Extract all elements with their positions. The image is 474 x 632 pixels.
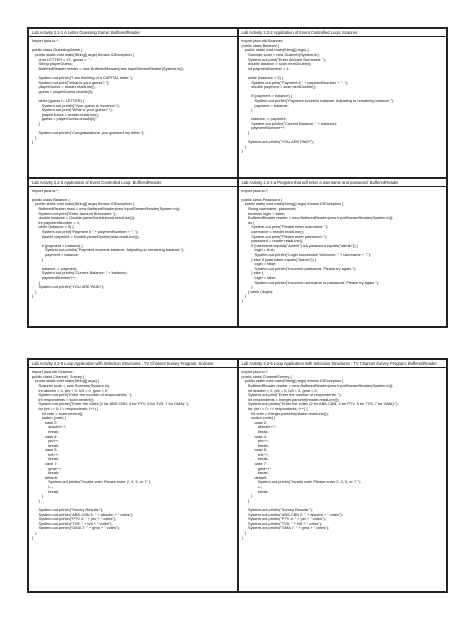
- code-listing: import java.io.*; public class Balance { public static void main(String[] args) throws IOException { BufferedReader read = new BufferedReader(new InputStreamReader(System.in)); System.out.print("Enter Amount Borrowed: "); double balance = Double.parseDouble(read.readLine()); int paymentNumber = 1; while (balance > 0) { System.out.print("Payment # " + paymentNumber + ": "); double payment = Double.parseDouble(read.readLine()); if (payment > balance) { System.out.println("Payment exceeds balance. Adjusting to remaining balance."); payment = balance; } balance -= payment; System.out.println("Current Balance: " + balance); paymentNumber++; } System.out.println("YOU ARE PAID!"); } }: [32, 187, 185, 299]
- lab-cell-guessing-game: [28, 28, 238, 178]
- lab-cell-title: Lab Activity 2.2-5 Loop Application with Selection Structures : TV Channel Survey Program; Scanner: [29, 360, 237, 368]
- lab-cell-title: Lab Activity 2.2-1 A Letter Guessing Game: BufferedReader: [29, 29, 237, 37]
- code-listing: import java.io.*; public class Password { public static void main(String[] args) throws IOException { String username, password; boolean login = false; BufferedReader reader = new BufferedReader(new InputStreamReader(System.in)); do { System.out.print("Please enter username: "); username = reader.readLine(); System.out.print("Please enter password: "); password = reader.readLine(); if (username.equals("Admin") && password.equals("admin")) { login = true; System.out.println("Login successful! Welcome, " + username + "."); } else if (username.equals("Admin")) { login = false; System.out.println("Incorrect password. Please try again."); } else { login = false; System.out.println("Incorrect username or password. Please try again."); } } while (!login); } }: [241, 187, 394, 303]
- code-listing: import java.io.*; public class ChannelSurvey { public static void main(String[] args) throws IOException { BufferedReader reader = new BufferedReader(new InputStreamReader(System.in)); int abscbn = 0, ptv = 0, tv5 = 0, gma = 0; System.out.print("Enter the number of respondents: "); int respondents = Integer.parseInt(reader.readLine()); System.out.println("Enter the votes (2 for ABS-CBN, 4 for PTV, 5 for TV5, 7 for GMA):"); for (int i = 0; i < respondents; i++) { int vote = Integer.parseInt(reader.readLine()); switch (vote) { case 2: abscbn++; break; case 4: ptv++; break; case 5: tv5++; break; case 7: gma++; break; default: System.out.println("Invalid vote! Please enter 2, 4, 5, or 7."); i--; break; } } System.out.println("Survey Results:"); System.out.println("ABS-CBN 2: " + abscbn + " votes"); System.out.println("PTV 4: " + ptv + " votes"); System.out.println("TV5: " + tv5 + " votes"); System.out.println("GMA 7: " + gma + " votes"); } }: [241, 369, 399, 540]
- lab-cell-channel-survey-bufferedreader: [238, 359, 448, 592]
- lab-cell-balance-scanner: [238, 28, 448, 178]
- lab-cell-password: [238, 178, 448, 328]
- lab-cell-channel-survey-scanner: [28, 359, 238, 592]
- lab-cell-title: Lab Activity 2.2-6 Loop Application with Selection Structures : TV Channel Survey Program; BufferedReader: [239, 360, 447, 368]
- lab-cell-title: Lab Activity 2.2-4 a Program that will enter a username and password: BufferedReader: [239, 179, 447, 187]
- code-listing: import java.io.*; public class GuessingGame { public static void main(String[] args) throws IOException { char LETTER = 'H', guess = ' '; String playerGuess; BufferedReader reader = new BufferedReader(new InputStreamReader(System.in)); System.out.println("I am thinking of a CAPITAL letter."); System.out.print("What is your guess? "); playerGuess = reader.readLine(); guess = playerGuess.charAt(0); while (guess != LETTER) { System.out.println("Your guess is incorrect."); System.out.print("What is your guess? "); playerGuess = reader.readLine(); guess = playerGuess.charAt(0); } System.out.println("Congratulations, you guessed my letter."); } }: [32, 38, 184, 145]
- lab-cell-title: Lab Activity 2.2-3 Application of Event Controlled Loop: BufferedReader: [29, 179, 237, 187]
- code-grid-bottom: [27, 358, 448, 593]
- code-listing: import java.util.Scanner; public class Balance { public static void main(String[] args) { Scanner scan = new Scanner(System.in); System.out.print("Enter Amount Borrowed: "); double balance = scan.nextDouble(); int paymentNumber = 1; while (balance > 0) { System.out.print("Payment # " + paymentNumber + ": "); double payment = scan.nextDouble(); if (payment > balance) { System.out.println("Payment exceeds balance. Adjusting to remaining balance."); payment = balance; } balance -= payment; System.out.println("Current Balance: " + balance); paymentNumber++; } System.out.println("YOU ARE PAID!"); } }: [241, 38, 394, 154]
- code-listing: import java.util.Scanner; public class Channel_Survey { public static void main(String[] args) { Scanner scan = new Scanner(System.in); int abscbn = 0, ptv = 0, tv5 = 0, gma = 0; System.out.print("Enter the number of respondents: "); int respondents = scan.nextInt(); System.out.println("Enter the votes (2 for ABS-CBN, 4 for PTV, 5 for TV5, 7 for GMA):"); for (int i = 0; i < respondents; i++) { int vote = scan.nextInt(); switch (vote) { case 2: abscbn++; break; case 4: ptv++; break; case 5: tv5++; break; case 7: gma++; break; default: System.out.println("Invalid vote! Please enter 2, 4, 5, or 7."); i--; break; } } System.out.println("Survey Results:"); System.out.println("ABS-CBN 2: " + abscbn + " votes"); System.out.println("PTV 4: " + ptv + " votes"); System.out.println("TV5: " + tv5 + " votes"); System.out.println("GMA 7: " + gma + " votes"); } }: [32, 369, 190, 540]
- code-grid-top: [27, 27, 448, 328]
- lab-cell-balance-bufferedreader: [28, 178, 238, 328]
- lab-cell-title: Lab Activity 2.2-2 Application of Event Controlled Loop: Scanner: [239, 29, 447, 37]
